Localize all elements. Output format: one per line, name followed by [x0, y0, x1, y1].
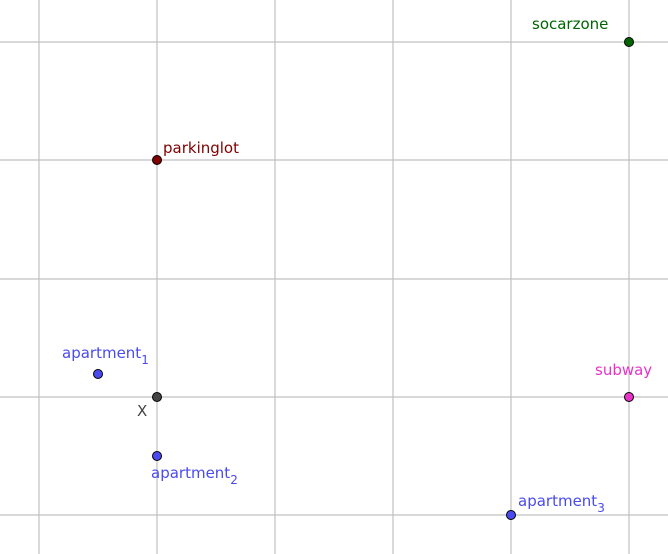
point-parkinglot-dot[interactable] — [153, 156, 162, 165]
point-apartment1-dot[interactable] — [94, 370, 103, 379]
point-apartment3-label: apartment$_3$ — [518, 492, 605, 515]
point-x-label: X — [137, 402, 148, 420]
point-apartment2-label: apartment$_2$ — [151, 464, 238, 487]
point-apartment2-dot[interactable] — [153, 452, 162, 461]
point-apartment1[interactable] — [62, 344, 149, 379]
point-subway[interactable] — [595, 361, 652, 402]
point-parkinglot-label: parkinglot — [163, 139, 239, 157]
point-parkinglot[interactable] — [153, 139, 240, 165]
point-socarzone-dot[interactable] — [625, 38, 634, 47]
point-subway-label: subway — [595, 361, 653, 379]
point-x-dot[interactable] — [153, 393, 162, 402]
point-apartment1-label: apartment$_1$ — [62, 344, 149, 367]
point-apartment3-dot[interactable] — [507, 511, 516, 520]
point-subway-dot[interactable] — [625, 393, 634, 402]
point-socarzone-label: socarzone — [532, 15, 609, 33]
point-apartment2[interactable] — [151, 452, 238, 488]
